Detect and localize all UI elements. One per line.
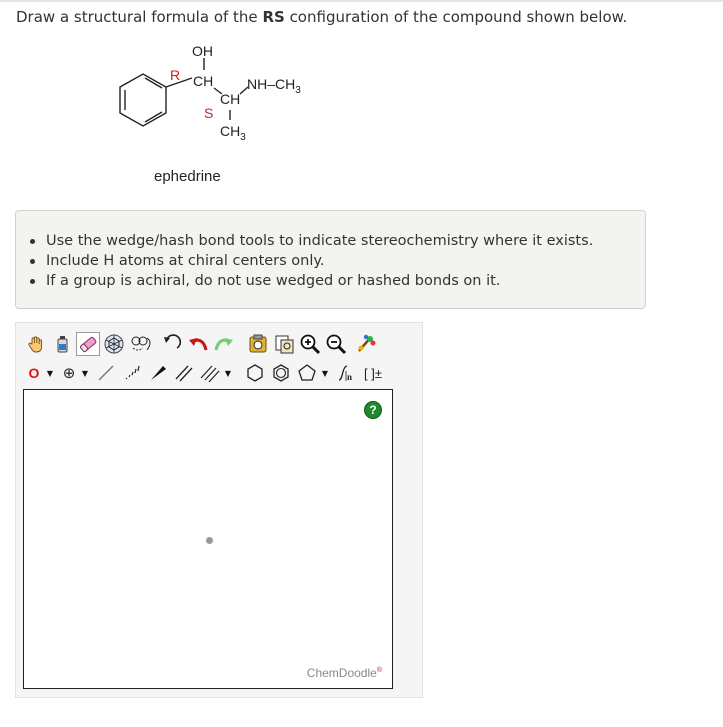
zoom-out-icon[interactable] bbox=[324, 332, 348, 356]
eraser-icon[interactable] bbox=[76, 332, 100, 356]
chevron-down-icon[interactable]: ▼ bbox=[224, 368, 232, 378]
question-prefix: Draw a structural formula of the bbox=[16, 8, 263, 26]
ch-top-label: CH bbox=[193, 73, 214, 89]
ch-mid-label: CH bbox=[220, 91, 241, 107]
element-dropdown[interactable] bbox=[24, 361, 44, 385]
rotate-icon[interactable] bbox=[160, 332, 184, 356]
drawing-canvas[interactable] bbox=[23, 389, 393, 689]
bracket-tool[interactable] bbox=[360, 361, 386, 385]
chevron-down-icon[interactable]: ▼ bbox=[321, 368, 329, 378]
copy-icon[interactable] bbox=[272, 332, 296, 356]
hexagon-ring-tool[interactable] bbox=[243, 361, 267, 385]
help-icon[interactable] bbox=[364, 401, 382, 419]
polymer-tool[interactable] bbox=[334, 361, 358, 385]
benzene-ring-tool[interactable] bbox=[269, 361, 293, 385]
canvas-center-dot bbox=[206, 537, 213, 544]
nh-ch3-label bbox=[247, 76, 301, 96]
r-descriptor: R bbox=[170, 67, 181, 83]
wedge-bond-tool[interactable] bbox=[146, 361, 170, 385]
nh-subscript: 3 bbox=[295, 84, 301, 96]
bracket-label: [ ]± bbox=[364, 365, 382, 381]
chemdoodle-editor bbox=[15, 322, 423, 698]
double-bond-tool[interactable] bbox=[172, 361, 196, 385]
s-descriptor: S bbox=[204, 105, 214, 121]
nh-text: NH–CH bbox=[247, 76, 296, 92]
ch3-text: CH bbox=[220, 123, 241, 139]
template-ring-icon[interactable] bbox=[102, 332, 126, 356]
chevron-down-icon[interactable]: ▼ bbox=[81, 368, 89, 378]
triple-bond-tool[interactable] bbox=[198, 361, 222, 385]
top-divider bbox=[0, 0, 723, 2]
ch3-label bbox=[220, 123, 246, 143]
instructions-box bbox=[15, 210, 646, 309]
toolbar-row-2 bbox=[24, 360, 388, 386]
chemdoodle-logo bbox=[307, 666, 382, 680]
element-selected: O bbox=[28, 365, 40, 381]
instruction-item: Use the wedge/hash bond tools to indicate stereochemistry where it exists. bbox=[46, 231, 633, 251]
hash-bond-tool[interactable] bbox=[120, 361, 144, 385]
zoom-in-icon[interactable] bbox=[298, 332, 322, 356]
paste-icon[interactable] bbox=[246, 332, 270, 356]
help-label: ? bbox=[369, 403, 377, 417]
instructions-list bbox=[46, 231, 633, 291]
hand-icon[interactable] bbox=[24, 332, 48, 356]
instruction-item: Include H atoms at chiral centers only. bbox=[46, 251, 633, 271]
oh-label: OH bbox=[192, 43, 213, 59]
single-bond-tool[interactable] bbox=[94, 361, 118, 385]
pentagon-ring-tool[interactable] bbox=[295, 361, 319, 385]
question-suffix: configuration of the compound shown below. bbox=[284, 8, 628, 26]
compound-name: ephedrine bbox=[154, 168, 221, 185]
eraser-bottle-icon[interactable] bbox=[50, 332, 74, 356]
charge-tool[interactable] bbox=[59, 361, 79, 385]
clean-icon[interactable] bbox=[354, 332, 378, 356]
question-bold: RS bbox=[262, 8, 285, 26]
instruction-item: If a group is achiral, do not use wedged or hashed bonds on it. bbox=[46, 271, 633, 291]
ch3-subscript: 3 bbox=[240, 131, 246, 143]
charge-label: ⊕ bbox=[62, 364, 76, 382]
brand-text: ChemDoodle bbox=[306, 666, 377, 680]
chevron-down-icon[interactable]: ▼ bbox=[46, 368, 54, 378]
undo-icon[interactable] bbox=[186, 332, 210, 356]
redo-icon[interactable] bbox=[212, 332, 236, 356]
brand-mark: ® bbox=[376, 667, 382, 674]
toolbar-row-1 bbox=[24, 331, 380, 357]
question-prompt bbox=[16, 8, 627, 26]
svg-text:n: n bbox=[347, 372, 353, 382]
lasso-select-icon[interactable] bbox=[128, 332, 158, 356]
